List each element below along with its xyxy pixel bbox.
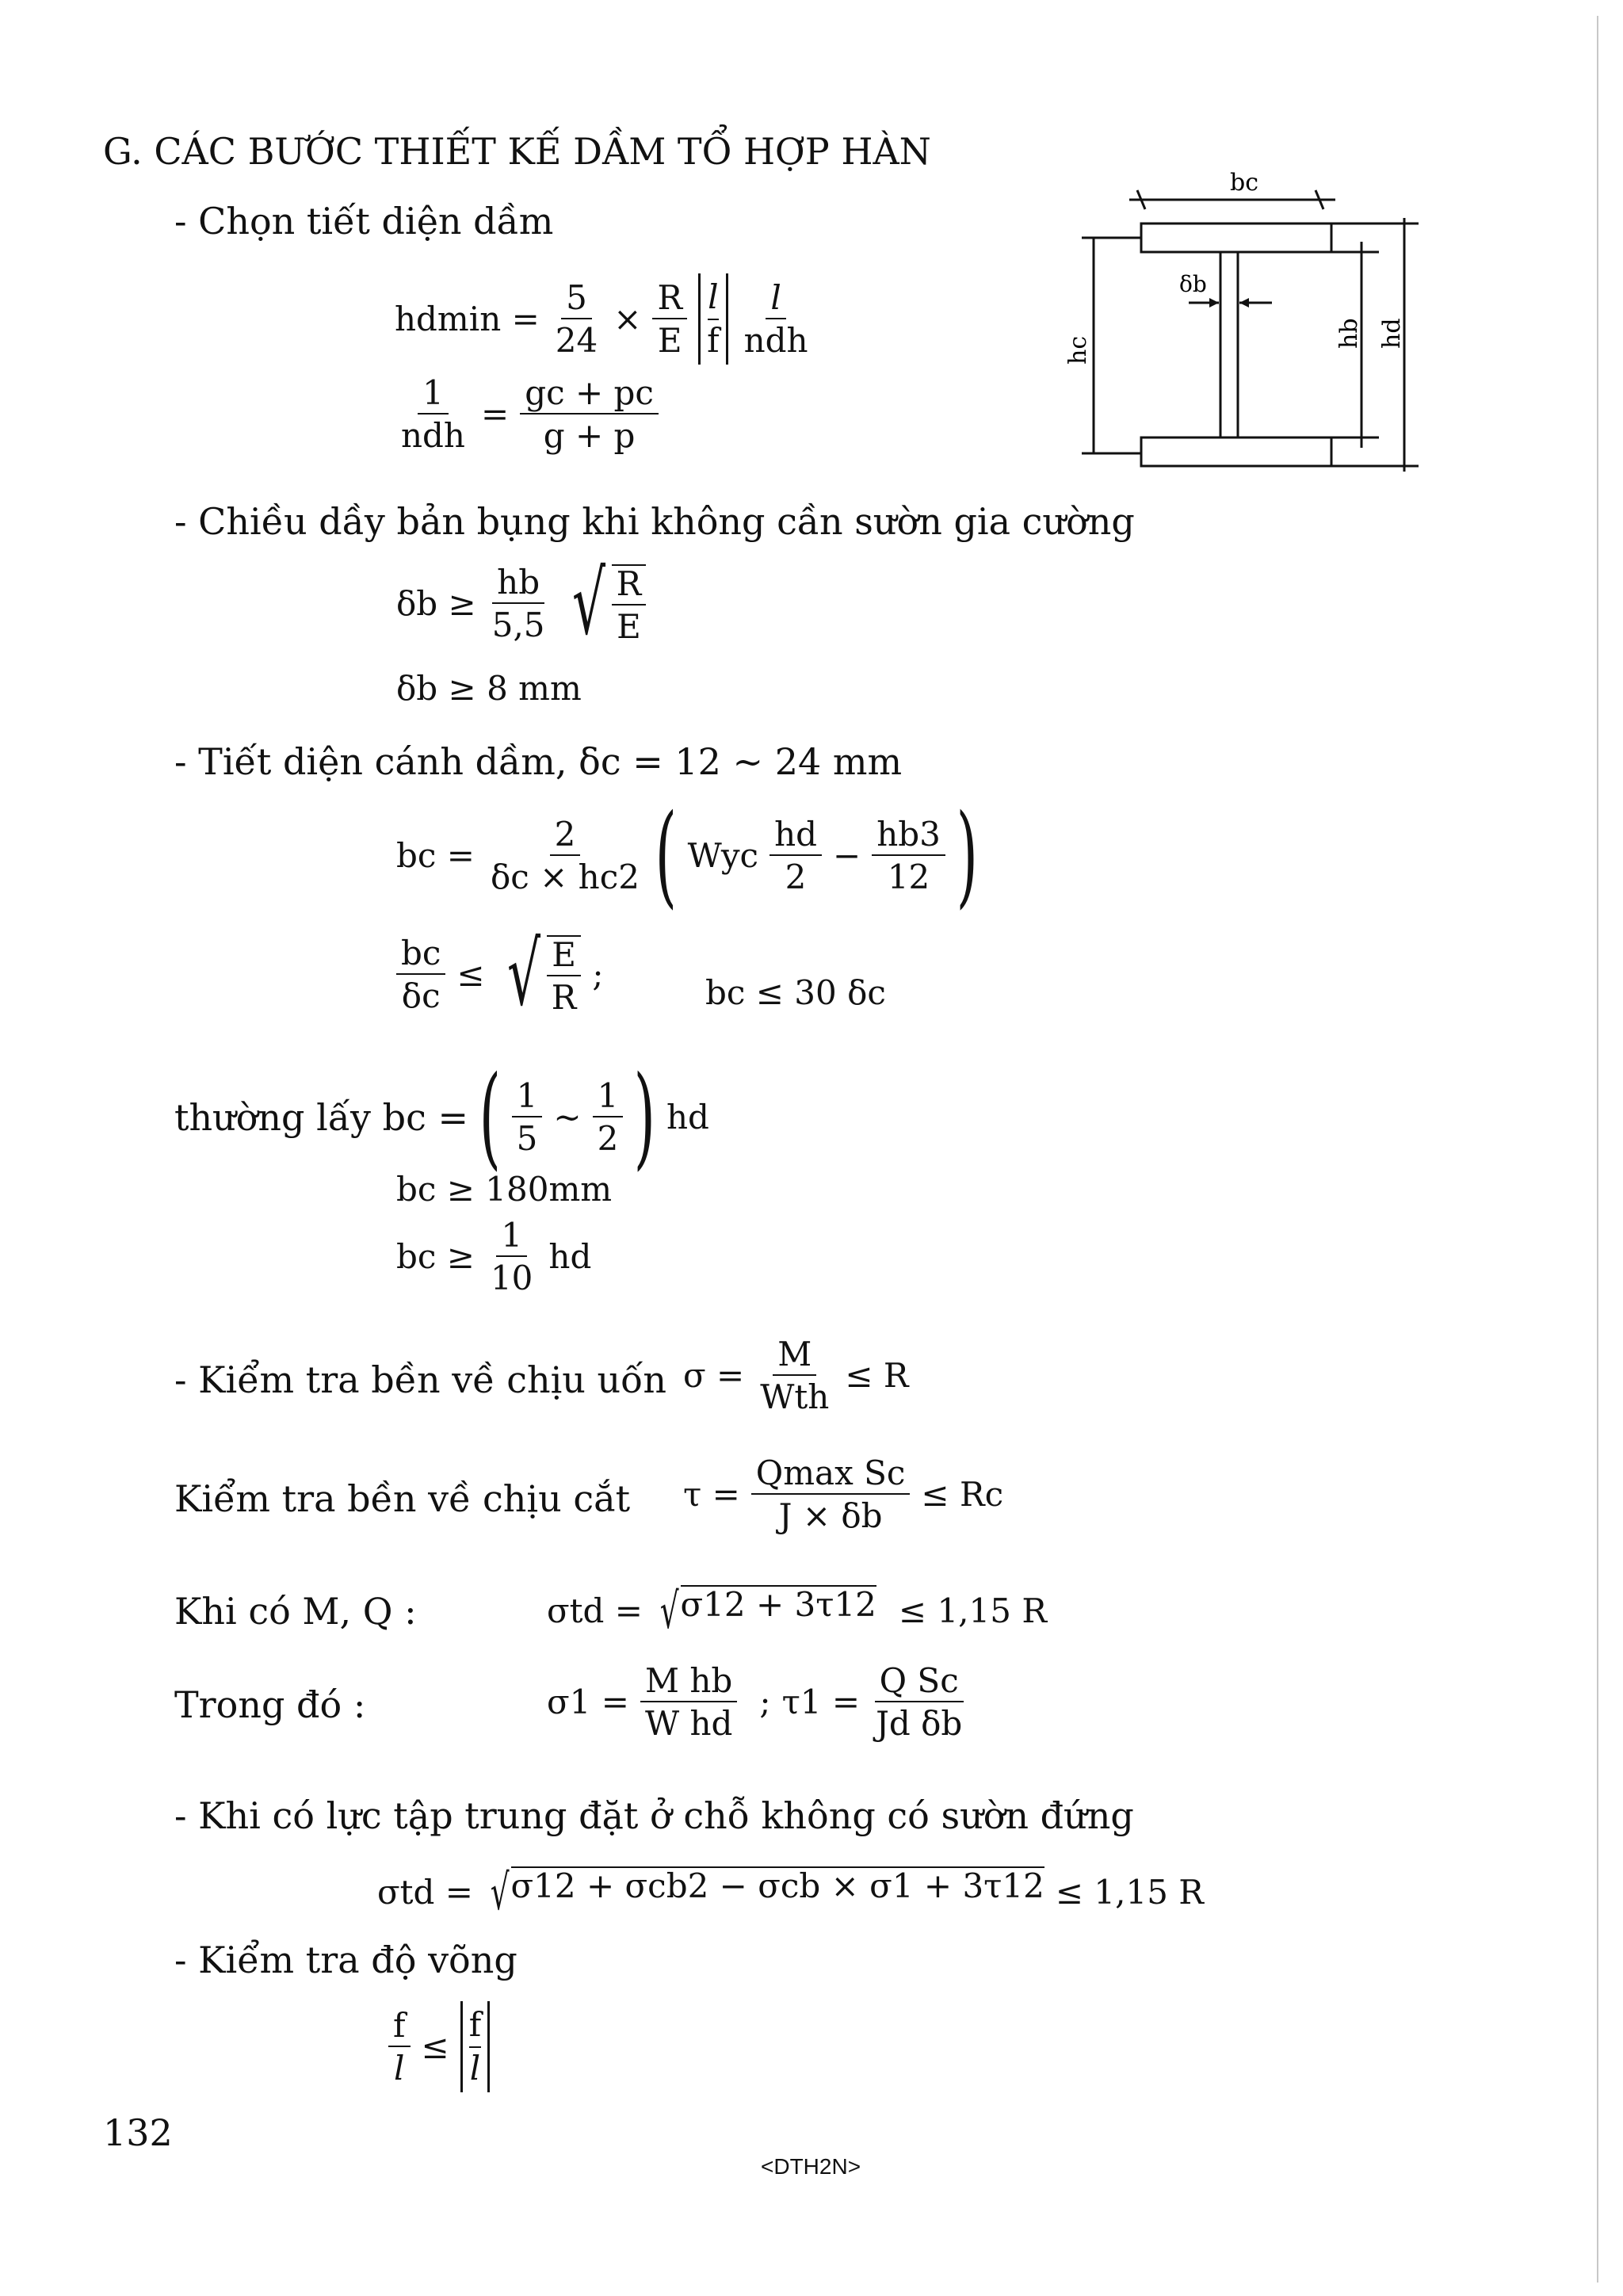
page-number: 132 [103, 2111, 173, 2154]
radical-sign: √ [490, 1863, 510, 1921]
step-where: Trong đó : [174, 1683, 366, 1726]
radical-sign: √ [506, 923, 540, 1025]
num: M [773, 1338, 816, 1376]
frac-gc-g [520, 373, 659, 455]
db-ge: δb ≥ [396, 584, 476, 623]
radicand: σ12 + 3τ12 [681, 1585, 876, 1637]
den: f [707, 320, 720, 360]
frac-1-10 [486, 1216, 537, 1297]
step-choose-section: - Chọn tiết diện dầm [174, 200, 554, 243]
step-check-deflection: - Kiểm tra độ võng [174, 1939, 517, 1981]
paren-right: ) [956, 791, 978, 920]
den: Wth [760, 1377, 830, 1416]
num: l [766, 281, 785, 319]
paren-left: ( [655, 791, 677, 920]
den: E [657, 320, 682, 360]
minus: − [833, 836, 861, 875]
label-bc: bc [1230, 169, 1259, 197]
radical-sign: √ [571, 552, 605, 654]
sqrt-sigma-tau [654, 1582, 876, 1640]
usually-take-text: thường lấy bc = [174, 1096, 469, 1139]
formula-db-8mm: δb ≥ 8 mm [396, 669, 582, 708]
radicand [547, 935, 582, 1017]
formula-bc-dc [396, 923, 604, 1025]
bracket-l-f [698, 273, 728, 365]
radicand [612, 564, 647, 644]
section-title: G. CÁC BƯỚC THIẾT KẾ DẦM TỔ HỢP HÀN [103, 130, 931, 173]
num: 1 [418, 376, 449, 415]
le-R: ≤ R [845, 1356, 909, 1395]
bc-eq: bc = [396, 836, 475, 875]
den: 2 [597, 1119, 619, 1158]
den: 10 [490, 1259, 533, 1297]
sigma1-eq: σ1 = [547, 1683, 629, 1721]
label-hb: hb [1335, 318, 1363, 349]
radical-sign: √ [659, 1582, 679, 1640]
frac-hb-55 [487, 563, 550, 644]
formula-bc [396, 791, 989, 920]
frac-1-2 [593, 1076, 624, 1158]
num: R [652, 281, 687, 319]
formula-deflection [388, 2001, 490, 2092]
frac-1-ndh [396, 373, 470, 455]
num: 1 [496, 1219, 527, 1257]
hd-tail: hd [666, 1098, 709, 1137]
den: 2 [785, 858, 807, 896]
label-hc: hc [1064, 335, 1092, 365]
num: hb [492, 566, 544, 604]
den: δc [401, 976, 441, 1015]
step-web-thickness: - Chiều dầy bản bụng khi không cần sườn gia cường [174, 500, 1135, 543]
frac-Q-J [751, 1454, 911, 1535]
hd: hd [548, 1237, 592, 1276]
den: E [617, 607, 641, 646]
sigma-td: σtd = [377, 1872, 473, 1912]
frac-R-E [652, 277, 687, 360]
le: ≤ [421, 2027, 449, 2066]
semicolon: ; [759, 1683, 771, 1721]
formula-db [396, 552, 646, 654]
sqrt-E-R [496, 923, 582, 1025]
paren-right: ) [633, 1052, 656, 1182]
den: W hd [644, 1704, 733, 1743]
i-beam-diagram [1062, 166, 1434, 483]
tau1-eq: τ1 = [781, 1683, 861, 1721]
step-check-shear: Kiểm tra bền về chịu cắt [174, 1477, 631, 1520]
num: Q Sc [875, 1664, 964, 1702]
frac-Mhb-Whd [640, 1661, 737, 1743]
sqrt-R-E [561, 552, 647, 654]
formula-tau [683, 1454, 1004, 1535]
frac-hb3-12 [872, 815, 945, 896]
den: ndh [743, 320, 808, 360]
den: g + p [543, 416, 636, 455]
den: 24 [555, 320, 598, 360]
frac-1-5 [512, 1076, 543, 1158]
num: f [469, 2004, 482, 2048]
formula-1-ndh [396, 373, 659, 455]
label-hd: hd [1378, 318, 1406, 349]
formula-bc-30dc: bc ≤ 30 δc [705, 973, 886, 1012]
frac-5-24 [551, 277, 602, 360]
scan-edge-line [1597, 16, 1598, 2283]
tilde: ~ [553, 1098, 582, 1137]
num: 1 [593, 1079, 624, 1117]
num: l [708, 277, 718, 320]
num: 1 [512, 1079, 543, 1117]
footer-text: <DTH2N> [761, 2154, 861, 2179]
num: gc + pc [520, 376, 659, 415]
le-Rc: ≤ Rc [921, 1475, 1004, 1514]
formula-hdmin [395, 273, 813, 365]
label-db: δb [1179, 271, 1207, 297]
den: ndh [401, 416, 465, 455]
formula-sigma-td [547, 1582, 1047, 1640]
num: f [388, 2009, 411, 2047]
step-when-mq: Khi có M, Q : [174, 1590, 417, 1633]
sqrt-long [484, 1863, 1044, 1921]
den: δc × hc2 [490, 858, 640, 896]
le-115R: ≤ 1,15 R [898, 1591, 1047, 1630]
step-flange-section: - Tiết diện cánh dầm, δc = 12 ~ 24 mm [174, 740, 903, 783]
le: ≤ [456, 955, 485, 994]
den: J × δb [778, 1496, 883, 1535]
wyc: Wyc [687, 836, 759, 875]
num: 2 [550, 818, 581, 856]
frac-hd-2 [769, 815, 822, 896]
step-check-bending: - Kiểm tra bền về chịu uốn [174, 1358, 666, 1401]
le-115R: ≤ 1,15 R [1055, 1872, 1204, 1912]
frac-f-l [388, 2005, 411, 2088]
equals: = [481, 395, 510, 434]
paren-left: ( [479, 1052, 501, 1182]
sigma-td: σtd = [547, 1591, 643, 1630]
num: M hb [640, 1664, 737, 1702]
den: R [551, 978, 577, 1017]
frac-l-ndh [739, 277, 813, 360]
formula-sigma1-tau1 [547, 1661, 967, 1743]
bracket-f-l [460, 2001, 491, 2092]
num: hb3 [872, 818, 945, 856]
num: R [612, 567, 647, 606]
formula-sigma [683, 1335, 909, 1416]
step-concentrated-load: - Khi có lực tập trung đặt ở chỗ không có sườn đứng [174, 1794, 1134, 1837]
num: hd [769, 818, 822, 856]
num: bc [396, 937, 445, 975]
formula-bc-hd10 [396, 1216, 592, 1297]
den: 5,5 [491, 606, 545, 644]
sigma-eq: σ = [683, 1356, 745, 1395]
den: 5 [516, 1119, 538, 1158]
formula-bc-180: bc ≥ 180mm [396, 1170, 613, 1209]
den: l [469, 2048, 481, 2088]
tau-eq: τ = [683, 1475, 740, 1514]
den: Jd δb [876, 1704, 963, 1743]
bc-ge: bc ≥ [396, 1237, 475, 1276]
formula-usually-take [174, 1052, 709, 1182]
num: 5 [561, 281, 592, 319]
times: × [613, 299, 642, 338]
frac-QSc-Jd [871, 1661, 967, 1743]
num: E [547, 938, 581, 976]
semicolon: ; [592, 955, 604, 994]
formula-sigma-td-long [377, 1863, 1204, 1921]
radicand: σ12 + σcb2 − σcb × σ1 + 3τ12 [511, 1866, 1044, 1918]
frac-2-dchc [486, 815, 644, 896]
frac-bc-dc [396, 934, 445, 1015]
frac-M-Wth [755, 1335, 834, 1416]
den: 12 [887, 858, 930, 896]
hdmin-lhs: hdmin = [395, 299, 540, 338]
den: l [394, 2048, 405, 2088]
num: Qmax Sc [751, 1457, 911, 1495]
